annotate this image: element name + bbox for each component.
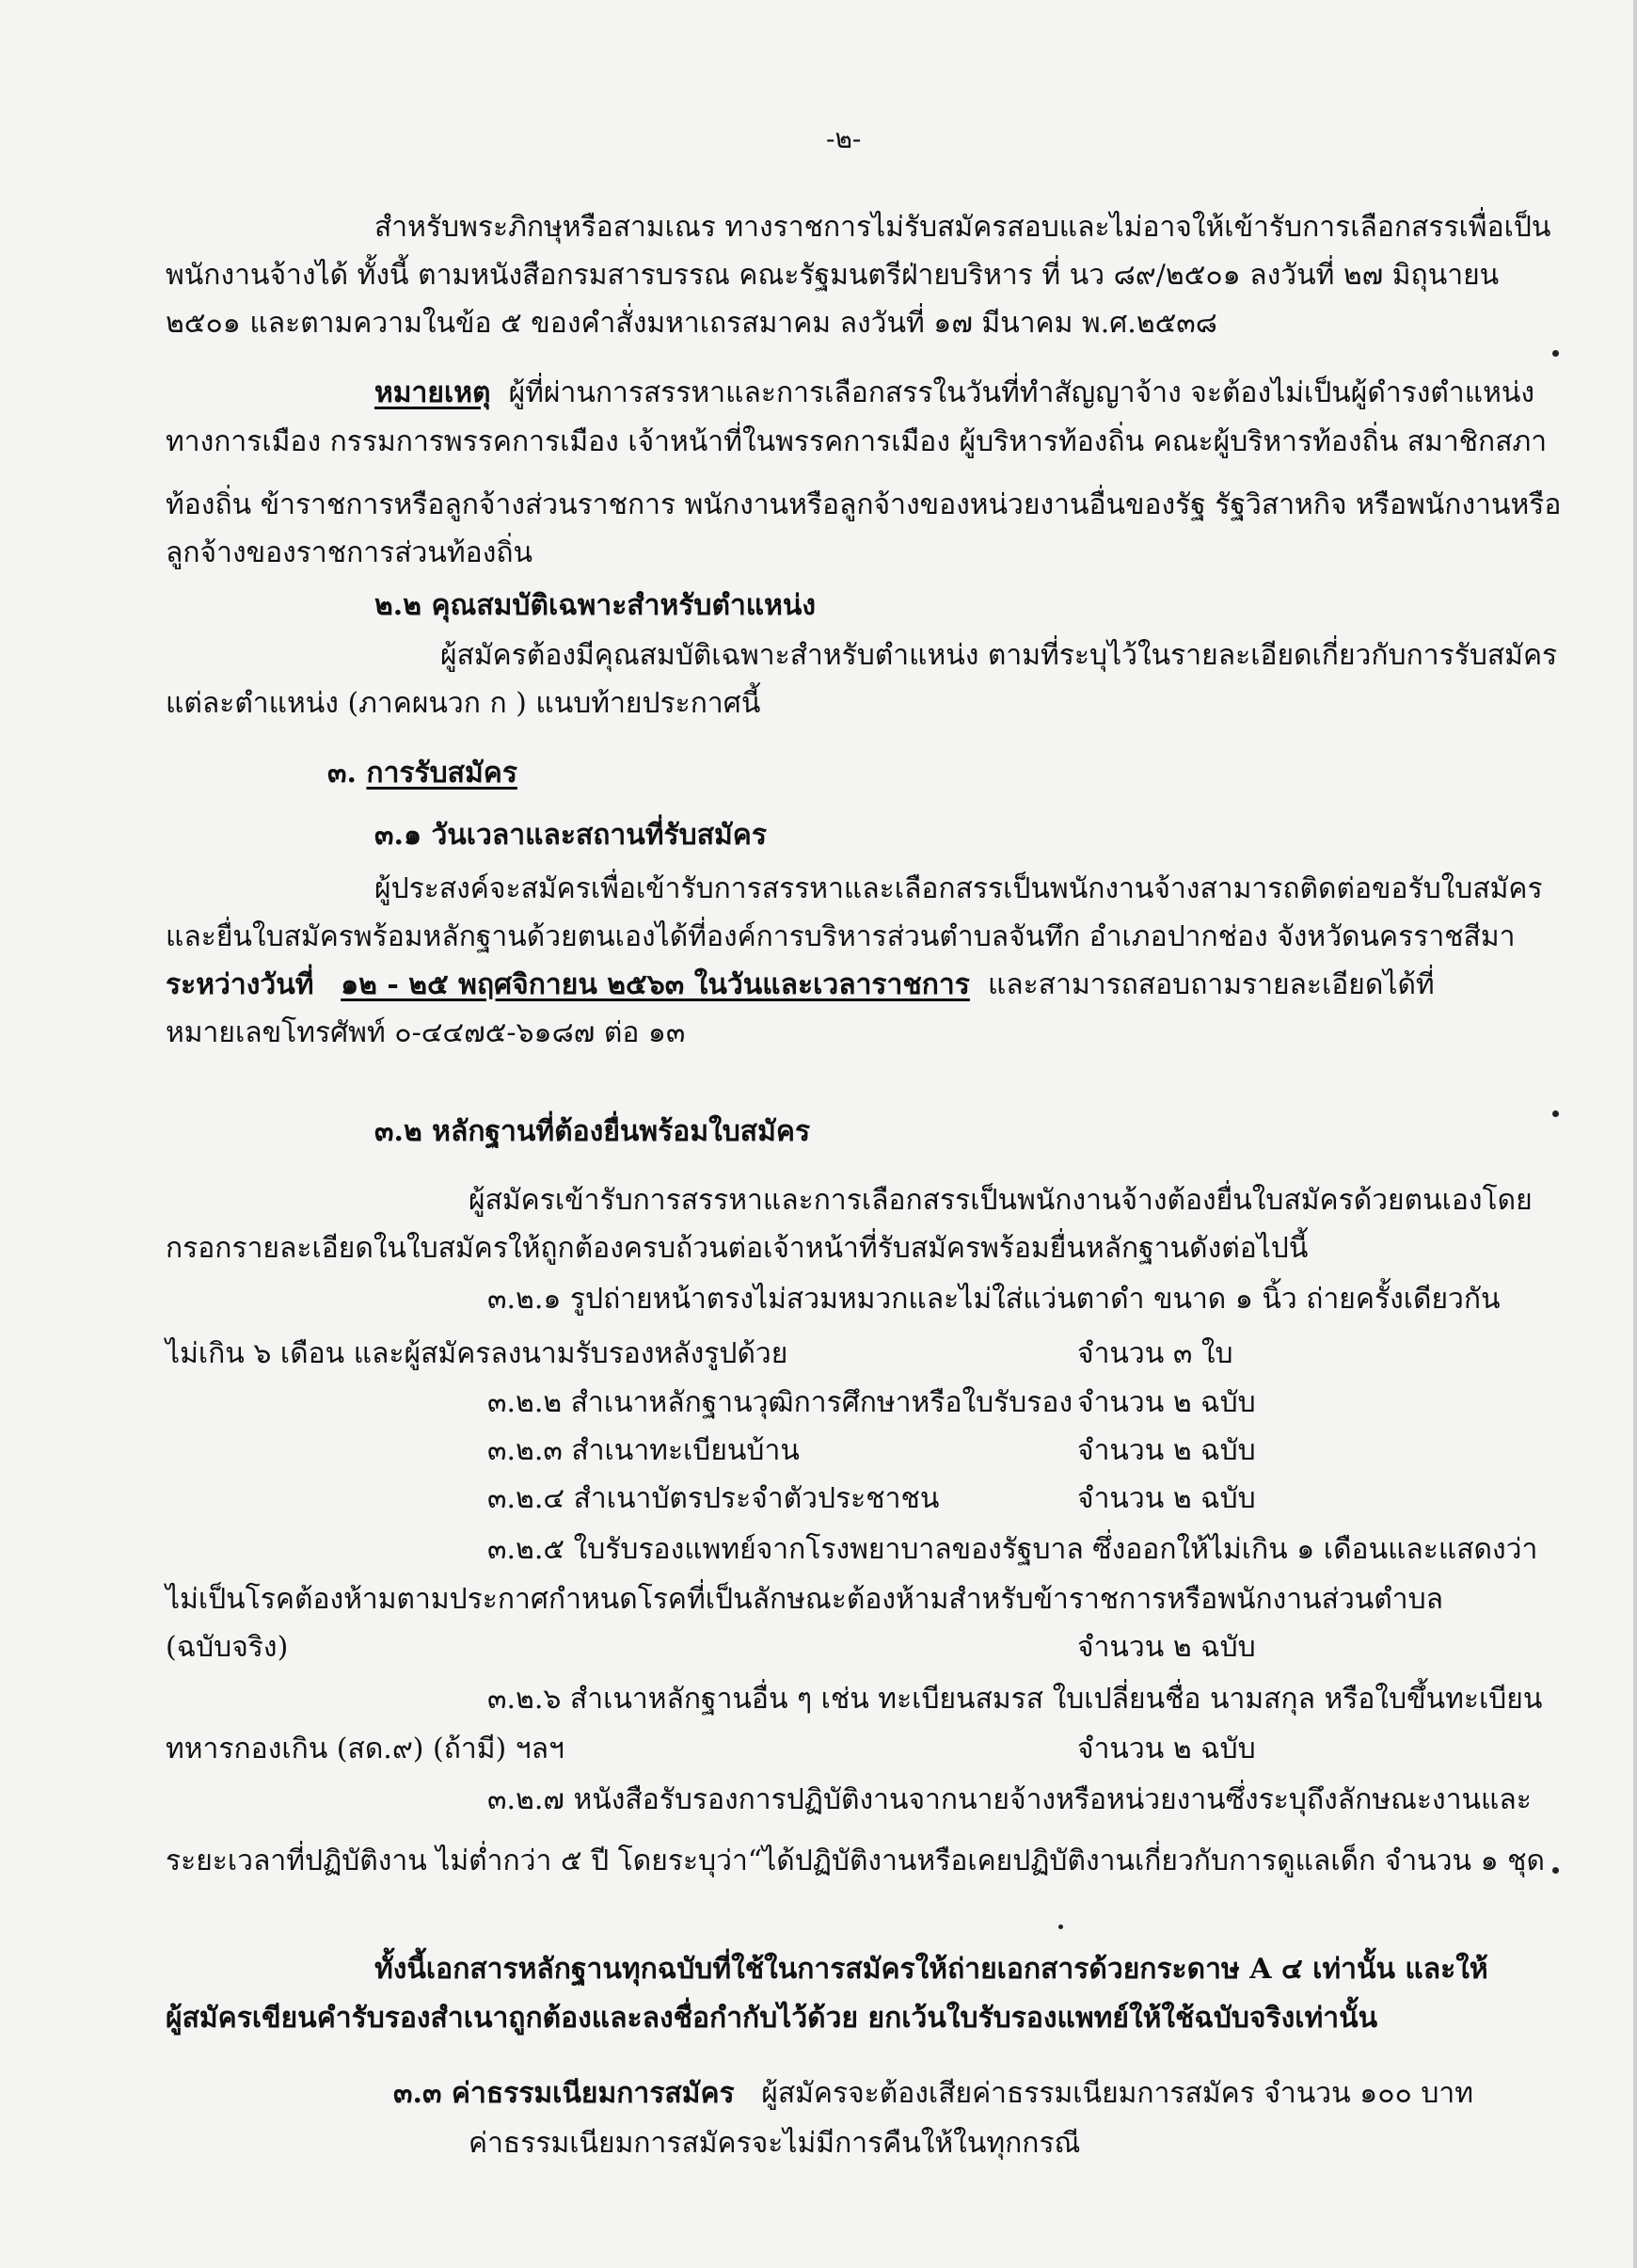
item-321-line-1: ๓.๒.๑ รูปถ่ายหน้าตรงไม่สวมหมวกและไม่ใส่แว่นตาดำ ขนาด ๑ นิ้ว ถ่ายครั้งเดียวกัน	[487, 1283, 1501, 1316]
item-323-qty: จำนวน ๒ ฉบับ	[1077, 1434, 1256, 1467]
note-line-2: ทางการเมือง กรรมการพรรคการเมือง เจ้าหน้าที่ในพรรคการเมือง ผู้บริหารท้องถิ่น คณะผู้บริหารท้องถิ่น สมาชิกสภา	[166, 425, 1548, 458]
item-325-line-1: ๓.๒.๕ ใบรับรองแพทย์จากโรงพยาบาลของรัฐบาล ซึ่งออกให้ไม่เกิน ๑ เดือนและแสดงว่า	[487, 1533, 1538, 1566]
sec32-intro-1: ผู้สมัครเข้ารับการสรรหาและการเลือกสรรเป็นพนักงานจ้างต้องยื่นใบสมัครด้วยตนเองโดย	[469, 1184, 1533, 1217]
item-321-qty: จำนวน ๓ ใบ	[1077, 1337, 1233, 1370]
doc-note-line-2: ผู้สมัครเขียนคำรับรองสำเนาถูกต้องและลงชื่อกำกับไว้ด้วย ยกเว้นใบรับรองแพทย์ให้ใช้ฉบับจริงเท่านั้น	[166, 2002, 1378, 2035]
sec31-date-line	[166, 966, 1435, 1004]
note-first-line	[374, 375, 1534, 412]
scan-speck	[1552, 1110, 1559, 1117]
sec31-phone: หมายเลขโทรศัพท์ ๐-๔๔๗๕-๖๑๘๗ ต่อ ๑๓	[166, 1016, 686, 1049]
sec31-date-range: ๑๒ - ๒๕ พฤศจิกายน ๒๕๖๓ ในวันและเวลาราชการ	[341, 968, 970, 1001]
para-monk-line-1: สำหรับพระภิกษุหรือสามเณร ทางราชการไม่รับสมัครสอบและไม่อาจให้เข้ารับการเลือกสรรเพื่อเป็น	[374, 211, 1551, 244]
item-325-line-3: (ฉบับจริง)	[166, 1631, 289, 1664]
note-first-text: ผู้ที่ผ่านการสรรหาและการเลือกสรรในวันที่ทำสัญญาจ้าง จะต้องไม่เป็นผู้ดำรงตำแหน่ง	[508, 376, 1535, 409]
scan-speck	[1058, 1925, 1063, 1929]
item-326-line-2: ทหารกองเกิน (สด.๙) (ถ้ามี) ฯลฯ	[166, 1733, 564, 1765]
sec22-line-1: ผู้สมัครต้องมีคุณสมบัติเฉพาะสำหรับตำแหน่ง ตามที่ระบุไว้ในรายละเอียดเกี่ยวกับการรับสมัคร	[440, 639, 1558, 672]
note-line-3: ท้องถิ่น ข้าราชการหรือลูกจ้างส่วนราชการ พนักงานหรือลูกจ้างของหน่วยงานอื่นของรัฐ รัฐวิสาหกิจ หรือพนักงานหรือ	[166, 488, 1562, 521]
doc-note-line-1: ทั้งนี้เอกสารหลักฐานทุกฉบับที่ใช้ในการสมัครให้ถ่ายเอกสารด้วยกระดาษ A ๔ เท่านั้น และให้	[374, 1953, 1488, 1986]
sec32-heading: ๓.๒ หลักฐานที่ต้องยื่นพร้อมใบสมัคร	[374, 1115, 811, 1148]
sec33-line-1	[393, 2075, 1473, 2113]
item-326-line-1: ๓.๒.๖ สำเนาหลักฐานอื่น ๆ เช่น ทะเบียนสมรส ใบเปลี่ยนชื่อ นามสกุล หรือใบขึ้นทะเบียน	[487, 1683, 1543, 1716]
para-monk-line-3: ๒๕๐๑ และตามความในข้อ ๕ ของคำสั่งมหาเถรสมาคม ลงวันที่ ๑๗ มีนาคม พ.ศ.๒๕๓๘	[166, 307, 1217, 340]
item-324-qty: จำนวน ๒ ฉบับ	[1077, 1482, 1256, 1515]
sec31-date-prefix: ระหว่างวันที่	[166, 968, 314, 1001]
sec3-num: ๓.	[327, 757, 357, 790]
sec22-heading: ๒.๒ คุณสมบัติเฉพาะสำหรับตำแหน่ง	[374, 589, 817, 622]
item-327-line-2: ระยะเวลาที่ปฏิบัติงาน ไม่ต่ำกว่า ๕ ปี โดยระบุว่า“ได้ปฏิบัติงานหรือเคยปฏิบัติงานเกี่ยวกับการดูแลเด็ก จำนวน ๑ ชุด	[166, 1845, 1546, 1877]
item-324: ๓.๒.๔ สำเนาบัตรประจำตัวประชาชน	[487, 1482, 940, 1515]
sec33-text: ผู้สมัครจะต้องเสียค่าธรรมเนียมการสมัคร จำนวน ๑๐๐ บาท	[761, 2077, 1474, 2110]
page-number: -๒-	[826, 123, 862, 154]
note-line-4: ลูกจ้างของราชการส่วนท้องถิ่น	[166, 536, 533, 569]
scan-edge	[1633, 0, 1637, 2268]
scan-speck	[1552, 350, 1559, 357]
sec31-line-1: ผู้ประสงค์จะสมัครเพื่อเข้ารับการสรรหาและเลือกสรรเป็นพนักงานจ้างสามารถติดต่อขอรับใบสมัคร	[374, 872, 1543, 905]
item-325-qty: จำนวน ๒ ฉบับ	[1077, 1631, 1256, 1664]
sec32-intro-2: กรอกรายละเอียดในใบสมัครให้ถูกต้องครบถ้วนต่อเจ้าหน้าที่รับสมัครพร้อมยื่นหลักฐานดังต่อไปนี้	[166, 1232, 1309, 1265]
item-321-line-2: ไม่เกิน ๖ เดือน และผู้สมัครลงนามรับรองหลังรูปด้วย	[166, 1337, 788, 1370]
sec33-heading: ๓.๓ ค่าธรรมเนียมการสมัคร	[393, 2077, 735, 2110]
sec22-line-2: แต่ละตำแหน่ง (ภาคผนวก ก ) แนบท้ายประกาศนี้	[166, 687, 761, 720]
item-327-line-1: ๓.๒.๗ หนังสือรับรองการปฏิบัติงานจากนายจ้างหรือหน่วยงานซึ่งระบุถึงลักษณะงานและ	[487, 1783, 1532, 1816]
item-323: ๓.๒.๓ สำเนาทะเบียนบ้าน	[487, 1434, 800, 1467]
item-322-qty: จำนวน ๒ ฉบับ	[1077, 1386, 1256, 1419]
para-monk-line-2: พนักงานจ้างได้ ทั้งนี้ ตามหนังสือกรมสารบรรณ คณะรัฐมนตรีฝ่ายบริหาร ที่ นว ๘๙/๒๕๐๑ ลงวันที่ ๒๗ มิถุนายน	[166, 259, 1500, 292]
item-325-line-2: ไม่เป็นโรคต้องห้ามตามประกาศกำหนดโรคที่เป็นลักษณะต้องห้ามสำหรับข้าราชการหรือพนักงานส่วนตำบล	[166, 1583, 1444, 1616]
sec3-heading	[327, 755, 517, 792]
sec31-heading: ๓.๑ วันเวลาและสถานที่รับสมัคร	[374, 819, 767, 852]
scan-speck	[1552, 1867, 1559, 1874]
sec31-line-2: และยื่นใบสมัครพร้อมหลักฐานด้วยตนเองได้ที่องค์การบริหารส่วนตำบลจันทึก อำเภอปากช่อง จังหวัดนครราชสีมา	[166, 920, 1516, 953]
sec31-date-suffix: และสามารถสอบถามรายละเอียดได้ที่	[987, 968, 1435, 1001]
item-322: ๓.๒.๒ สำเนาหลักฐานวุฒิการศึกษาหรือใบรับรอง	[487, 1386, 1073, 1419]
sec33-line-2: ค่าธรรมเนียมการสมัครจะไม่มีการคืนให้ในทุกกรณี	[469, 2127, 1081, 2160]
sec3-title: การรับสมัคร	[366, 757, 517, 790]
item-326-qty: จำนวน ๒ ฉบับ	[1077, 1733, 1256, 1765]
note-label: หมายเหตุ	[374, 376, 491, 409]
